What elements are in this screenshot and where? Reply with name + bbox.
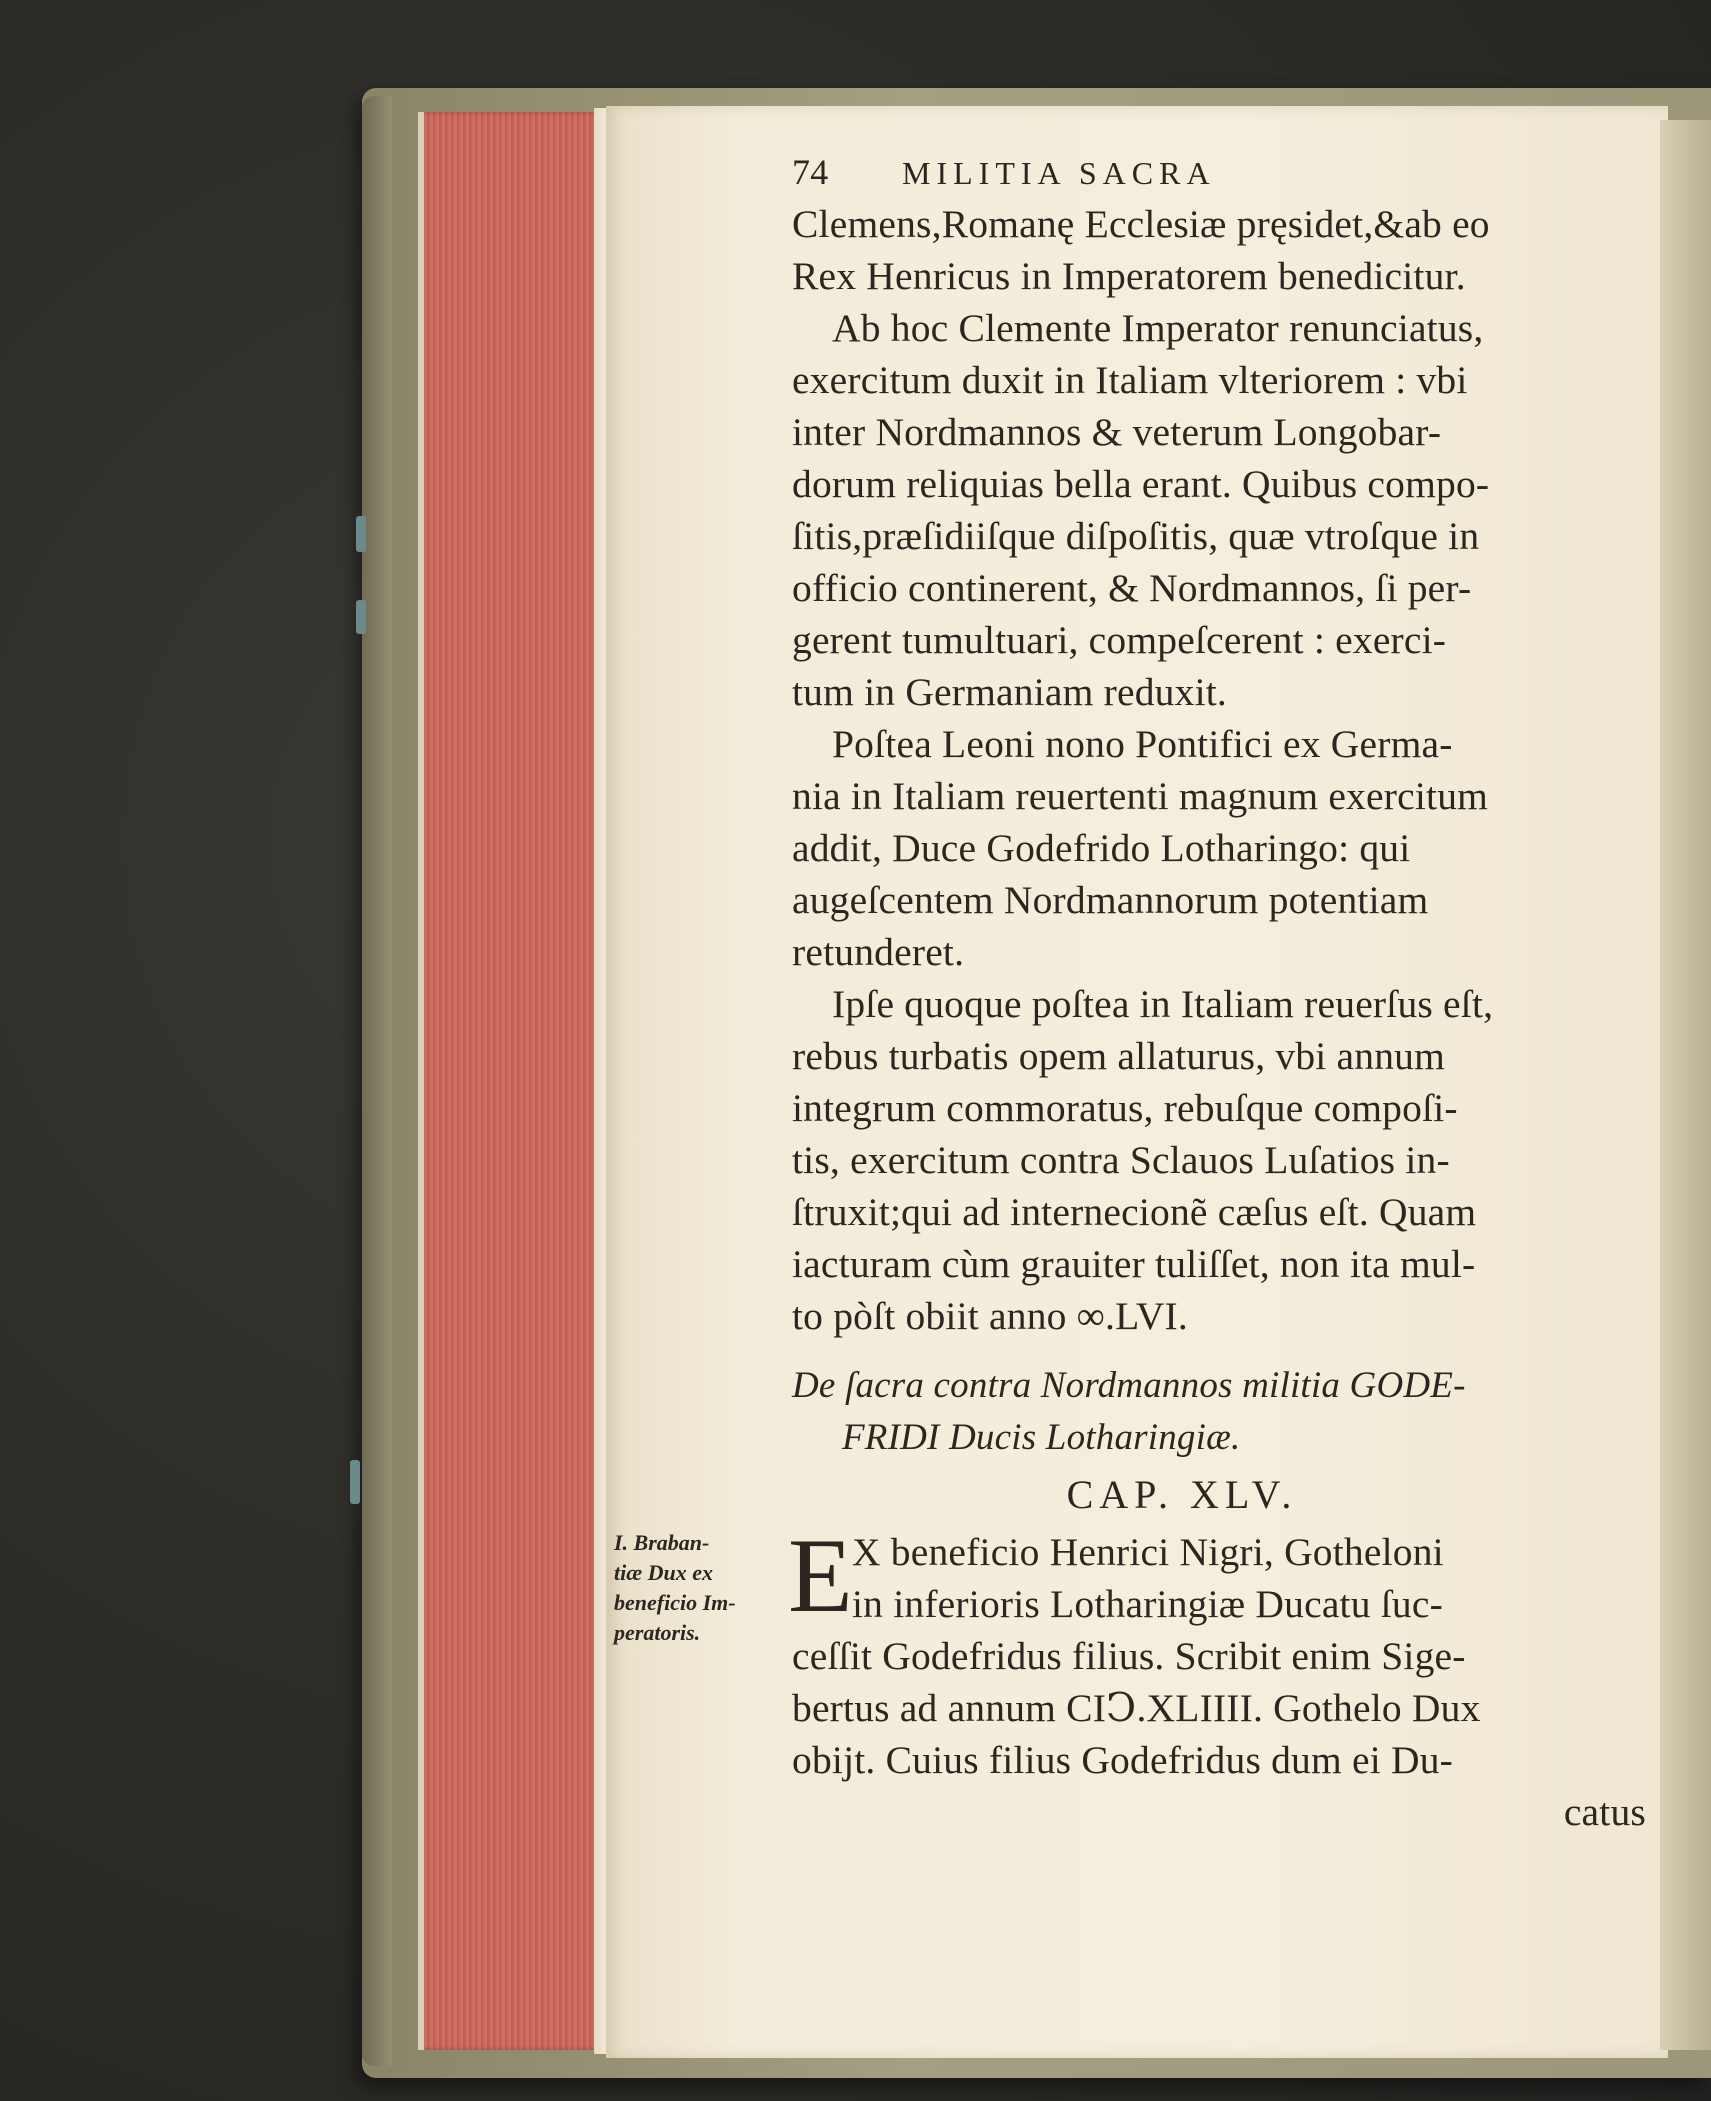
page-text (788, 146, 1652, 1838)
margin-note-line: tiæ Dux ex (614, 1560, 713, 1585)
text-line: Poſtea Leoni nono Pontifici ex Germa- (832, 722, 1453, 766)
paragraph-1 (792, 198, 1652, 302)
bookmark-ribbon (356, 600, 366, 634)
chapter-heading (792, 1360, 1652, 1464)
page-header (792, 146, 1652, 198)
margin-note-line: beneficio Im- (614, 1590, 736, 1615)
paragraph-3 (792, 718, 1652, 978)
running-title: MILITIA SACRA (902, 155, 1216, 191)
text-line: inter Nordmannos & veterum Longobar- (792, 410, 1442, 454)
text-line: tis, exercitum contra Sclauos Luſatios in- (792, 1138, 1450, 1182)
text-line: X beneficio Henrici Nigri, Gotheloni (852, 1530, 1444, 1574)
text-line: augeſcentem Nordmannorum potentiam (792, 878, 1429, 922)
text-line: retunderet. (792, 930, 965, 974)
text-line: ſtruxit;qui ad internecionẽ cæſus eſt. Quam (792, 1190, 1477, 1234)
text-line: Clemens,Romanę Ecclesiæ pręsidet,&ab eo (792, 202, 1490, 246)
paragraph-4 (792, 978, 1652, 1342)
text-line: Rex Henricus in Imperatorem benedicitur. (792, 254, 1466, 298)
chapter-number: CAP. XLV. (1066, 1472, 1298, 1517)
text-line: rebus turbatis opem allaturus, vbi annum (792, 1034, 1446, 1078)
text-line: integrum commoratus, rebuſque compoſi- (792, 1086, 1458, 1130)
text-line: Ab hoc Clemente Imperator renunciatus, (832, 306, 1484, 350)
margin-note (606, 1528, 784, 1648)
text-line: to pòſt obiit anno ∞.LVI. (792, 1294, 1188, 1338)
page-number: 74 (792, 152, 829, 192)
text-line: addit, Duce Godefrido Lotharingo: qui (792, 826, 1411, 870)
bookmark-ribbon (356, 516, 366, 552)
red-page-edges (418, 112, 600, 2050)
text-line: dorum reliquias bella erant. Quibus compo- (792, 462, 1490, 506)
text-line: Ipſe quoque poſtea in Italiam reuerſus eſt, (832, 982, 1494, 1026)
paragraph-2 (792, 302, 1652, 718)
text-line: officio continerent, & Nordmannos, ſi per- (792, 566, 1472, 610)
text-line: obijt. Cuius filius Godefridus dum ei Du- (792, 1738, 1454, 1782)
facing-page-edge (1660, 120, 1711, 2050)
drop-cap: E (788, 1517, 853, 1634)
text-line: ceſſit Godefridus filius. Scribit enim Sige- (792, 1634, 1466, 1678)
text-line: gerent tumultuari, compeſcerent : exerci- (792, 618, 1447, 662)
chapter-text (788, 1517, 1652, 1838)
book-spine (362, 96, 392, 2066)
bookmark-ribbon (350, 1460, 360, 1504)
text-line: exercitum duxit in Italiam vlteriorem : vbi (792, 358, 1468, 402)
text-line: tum in Germaniam reduxit. (792, 670, 1228, 714)
text-line: nia in Italiam reuertenti magnum exercitum (792, 774, 1489, 818)
chapter-heading-line: De ſacra contra Nordmannos militia GODE- (792, 1365, 1466, 1406)
text-line: in inferioris Lotharingiæ Ducatu ſuc- (852, 1582, 1443, 1626)
catchword: catus (1563, 1790, 1646, 1834)
text-line: ſitis,præſidiiſque diſpoſitis, quæ vtroſque in (792, 514, 1480, 558)
margin-note-line: I. Braban- (614, 1530, 710, 1555)
chapter-heading-line: FRIDI Ducis Lotharingiæ. (842, 1417, 1241, 1458)
spacer (792, 1342, 1652, 1360)
text-line: bertus ad annum CIↃ.XLIIII. Gothelo Dux (792, 1686, 1481, 1730)
text-line: iacturam cùm grauiter tuliſſet, non ita mul- (792, 1242, 1476, 1286)
margin-note-line: peratoris. (614, 1620, 701, 1645)
